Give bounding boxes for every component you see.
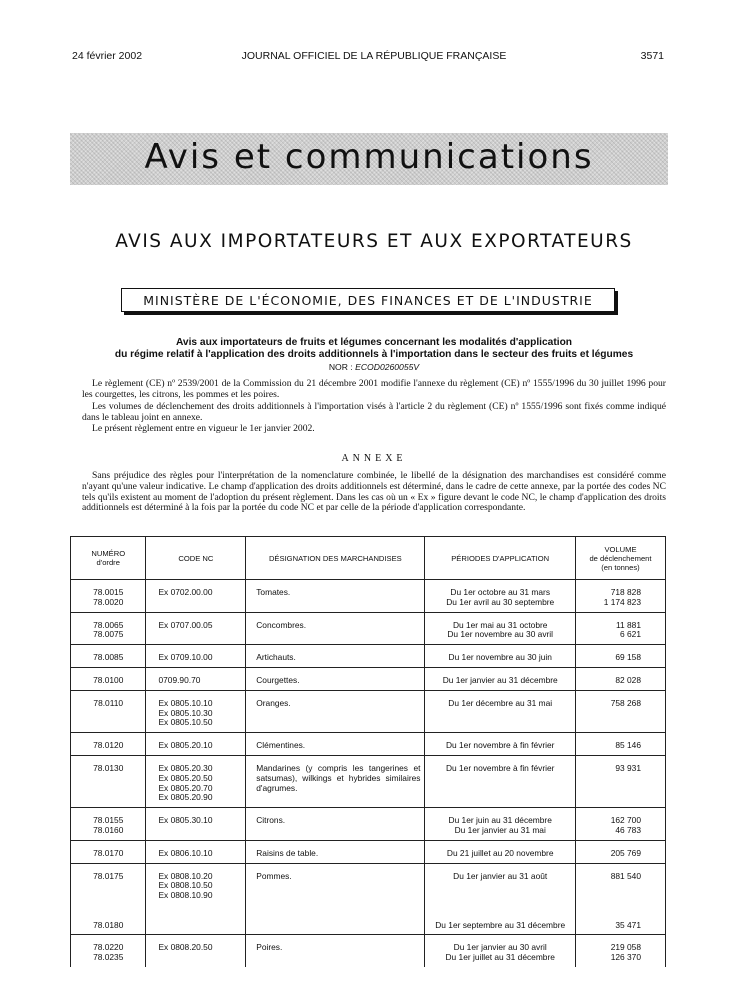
volume-cell [575, 935, 665, 967]
order-number-cell [71, 612, 146, 645]
designation: Raisins de table. [256, 847, 319, 858]
nc-code: Ex 0805.10.50 [158, 717, 213, 728]
volume-cell [575, 690, 665, 732]
volume-cell [575, 645, 665, 668]
order-number: 78.0130 [93, 762, 124, 773]
period-cell [425, 935, 576, 967]
order-number-cell [71, 733, 146, 756]
order-number-cell [71, 808, 146, 841]
nc-code: Ex 0805.10.30 [158, 707, 213, 718]
order-number: 78.0170 [93, 847, 124, 858]
period-cell [425, 667, 576, 690]
period-cell [425, 755, 576, 807]
nc-code: Ex 0805.20.90 [158, 792, 213, 803]
header-nc: CODE NC [146, 537, 246, 580]
table-row [71, 580, 666, 613]
nc-code: Ex 0808.10.50 [158, 880, 213, 891]
table-row [71, 667, 666, 690]
period: Du 1er avril au 30 septembre [446, 596, 555, 607]
notice-paragraph: Le règlement (CE) nº 2539/2001 de la Commission du 21 décembre 2001 modifie l'annexe du règlement (CE) nº 1555/1996 du 30 juillet 1996 pour les courgettes, les citrons, les pommes et les poires. [82, 378, 666, 400]
designation: Courgettes. [256, 674, 300, 685]
running-head-date: 24 février 2002 [72, 50, 143, 62]
nc-code-cell [146, 840, 246, 863]
table-row [71, 755, 666, 807]
designation: Mandarines (y compris les tangerines et satsumas), wilkings et hybrides similaires d'agrumes. [256, 762, 421, 793]
table-body [71, 580, 666, 967]
designation-cell [246, 733, 425, 756]
period: Du 1er juin au 31 décembre [448, 815, 552, 826]
table-row [71, 690, 666, 732]
designation: Tomates. [256, 587, 291, 597]
period: Du 1er novembre à fin février [445, 740, 555, 751]
designation: Concombres. [256, 619, 307, 630]
nc-code-cell [146, 645, 246, 668]
header-designation: DÉSIGNATION DES MARCHANDISES [246, 537, 425, 580]
period: Du 21 juillet au 20 novembre [446, 847, 554, 858]
header-num [71, 537, 146, 580]
nc-code-cell [146, 935, 246, 967]
table-row [71, 645, 666, 668]
nc-code: 0709.90.70 [158, 674, 201, 685]
table-row [71, 733, 666, 756]
nc-code-cell [146, 733, 246, 756]
nc-code-cell [146, 863, 246, 935]
period: Du 1er décembre au 31 mai [448, 697, 553, 708]
order-number: 78.0020 [93, 596, 124, 607]
banner-title: Avis et communications [144, 137, 594, 177]
nc-code-cell [146, 808, 246, 841]
volume-cell [575, 667, 665, 690]
period [429, 901, 571, 921]
period: Du 1er mai au 31 octobre [452, 619, 548, 630]
order-number-cell [71, 863, 146, 935]
period: Du 1er juillet au 31 décembre [445, 952, 555, 963]
nc-code: Ex 0805.20.30 [158, 762, 213, 773]
order-number: 78.0100 [93, 674, 124, 685]
order-number: 78.0015 [93, 587, 124, 597]
table-row [71, 935, 666, 967]
notice-paragraph: Les volumes de déclenchement des droits additionnels à l'importation visés à l'article 2 du règlement (CE) nº 1555/1996 sont fixés comme indiqué dans le tableau joint en annexe. [82, 401, 666, 423]
volume: 758 268 [610, 697, 641, 708]
volume-cell [575, 612, 665, 645]
order-number: 78.0155 [93, 815, 124, 826]
period-cell [425, 690, 576, 732]
volume: 881 540 [610, 870, 641, 881]
section-banner [70, 133, 668, 185]
designation-cell [246, 612, 425, 645]
order-number [75, 881, 141, 901]
order-number: 78.0065 [93, 619, 124, 630]
period: Du 1er janvier au 30 avril [453, 942, 547, 953]
order-number-cell [71, 690, 146, 732]
volume: 46 783 [615, 824, 641, 835]
designation-cell [246, 755, 425, 807]
volume: 1 174 823 [603, 596, 641, 607]
designation-cell [246, 808, 425, 841]
volume: 93 931 [615, 762, 641, 773]
designation-cell [246, 667, 425, 690]
volume-cell [575, 733, 665, 756]
order-number: 78.0075 [93, 629, 124, 640]
nc-code-cell [146, 667, 246, 690]
order-number: 78.0085 [93, 652, 124, 663]
table-row [71, 808, 666, 841]
period-cell [425, 863, 576, 935]
designation-cell [246, 863, 425, 935]
volume: 69 158 [615, 652, 641, 663]
order-number: 78.0235 [93, 952, 124, 963]
volume-cell [575, 808, 665, 841]
order-number: 78.0180 [93, 919, 124, 930]
order-number-cell [71, 935, 146, 967]
designation: Oranges. [256, 697, 291, 708]
table-row [71, 612, 666, 645]
nc-code-cell [146, 580, 246, 613]
order-number [75, 901, 141, 921]
period-cell [425, 580, 576, 613]
order-number: 78.0120 [93, 740, 124, 751]
volume-cell [575, 755, 665, 807]
order-number-cell [71, 840, 146, 863]
volume: 6 621 [620, 629, 641, 640]
annex-table [70, 536, 666, 967]
period-cell [425, 645, 576, 668]
nc-code: Ex 0702.00.00 [158, 587, 213, 597]
header-num-line1: NUMÉRO [91, 549, 126, 558]
period: Du 1er janvier au 31 décembre [442, 674, 558, 685]
volume-cell [575, 863, 665, 935]
period: Du 1er novembre au 30 avril [447, 629, 554, 640]
header-volume [575, 537, 665, 580]
designation-cell [246, 645, 425, 668]
annexe-paragraph: Sans préjudice des règles pour l'interprétation de la nomenclature combinée, le libellé de la désignation des marchandises est considéré comme n'ayant qu'une valeur indicative. Le champ d'application des droits additionnels est déterminé, dans le cadre de cette annexe, par la portée des codes NC tels qu'ils existent au moment de l'adoption du présent règlement. Dans les cas où un « Ex » figure devant le code NC, le champ d'application des droits additionnels est déterminé à la fois par la portée du code NC et par celle de la période d'application correspondante. [82, 470, 666, 514]
volume-cell [575, 580, 665, 613]
period: Du 1er novembre au 30 juin [448, 652, 552, 663]
nc-code-cell [146, 690, 246, 732]
volume: 219 058 [610, 942, 641, 953]
volume: 82 028 [615, 674, 641, 685]
ministry-name: MINISTÈRE DE L'ÉCONOMIE, DES FINANCES ET DE L'INDUSTRIE [143, 292, 593, 308]
volume [580, 901, 641, 921]
nc-code: Ex 0707.00.05 [158, 619, 213, 630]
nc-code: Ex 0805.30.10 [158, 815, 213, 826]
period: Du 1er janvier au 31 août [453, 870, 548, 881]
volume: 85 146 [615, 740, 641, 751]
page-number: 3571 [640, 50, 664, 62]
designation-cell [246, 840, 425, 863]
volume: 162 700 [610, 815, 641, 826]
volume-cell [575, 840, 665, 863]
header-periods: PÉRIODES D'APPLICATION [425, 537, 576, 580]
designation: Artichauts. [256, 652, 296, 663]
designation: Clémentines. [256, 740, 306, 751]
notice-title-line-1: Avis aux importateurs de fruits et légumes concernant les modalités d'application [175, 337, 573, 348]
order-number: 78.0160 [93, 824, 124, 835]
notice-title-line-2: du régime relatif à l'application des droits additionnels à l'importation dans le secteur des fruits et légumes [114, 349, 634, 360]
period: Du 1er novembre à fin février [445, 762, 555, 773]
period-cell [425, 612, 576, 645]
header-num-line2: d'ordre [96, 558, 120, 567]
volume: 718 828 [610, 587, 641, 597]
order-number: 78.0110 [93, 697, 124, 708]
nc-code: Ex 0805.20.70 [158, 782, 213, 793]
table-row [71, 840, 666, 863]
period-cell [425, 840, 576, 863]
notice-title [60, 337, 688, 361]
period: Du 1er septembre au 31 décembre [435, 919, 566, 930]
order-number-cell [71, 645, 146, 668]
volume: 126 370 [610, 952, 641, 963]
period-cell [425, 733, 576, 756]
section-title: AVIS AUX IMPORTATEURS ET AUX EXPORTATEURS [115, 231, 633, 252]
order-number: 78.0175 [93, 870, 124, 881]
order-number: 78.0220 [93, 942, 124, 953]
header-volume-line2: de déclenchement [589, 553, 652, 563]
running-head-journal: JOURNAL OFFICIEL DE LA RÉPUBLIQUE FRANÇAISE [241, 50, 507, 62]
nc-code-cell [146, 612, 246, 645]
order-number-cell [71, 580, 146, 613]
header-volume-line1: VOLUME [604, 544, 637, 554]
table-header-row [71, 537, 666, 580]
header-volume-line3: (en tonnes) [601, 562, 640, 572]
nc-code: Ex 0808.10.20 [158, 870, 213, 881]
nc-code-cell [146, 755, 246, 807]
order-number-cell [71, 755, 146, 807]
designation: Citrons. [256, 815, 286, 826]
nc-code: Ex 0806.10.10 [158, 847, 213, 858]
period: Du 1er octobre au 31 mars [450, 587, 551, 597]
nor-label: NOR : [328, 362, 356, 372]
ministry-box [121, 288, 615, 312]
volume: 205 769 [610, 847, 641, 858]
nc-code: Ex 0805.20.10 [158, 740, 213, 751]
volume [580, 881, 641, 901]
table-row [71, 863, 666, 935]
period: Du 1er janvier au 31 mai [454, 824, 546, 835]
volume: 35 471 [615, 919, 641, 930]
nc-code: Ex 0808.20.50 [158, 942, 213, 953]
designation-cell [246, 580, 425, 613]
order-number-cell [71, 667, 146, 690]
nc-code: Ex 0805.20.50 [158, 772, 213, 783]
notice-paragraph: Le présent règlement entre en vigueur le 1er janvier 2002. [92, 423, 315, 434]
designation-cell [246, 690, 425, 732]
nc-code: Ex 0709.10.00 [158, 652, 213, 663]
nor-code: ECOD0260055V [355, 362, 420, 372]
nc-code: Ex 0805.10.10 [158, 697, 213, 708]
annexe-heading: ANNEXE [341, 453, 407, 464]
designation: Poires. [256, 942, 283, 953]
volume: 11 881 [616, 619, 641, 630]
nc-code: Ex 0808.10.90 [158, 890, 213, 901]
designation-cell [246, 935, 425, 967]
nor-line [0, 362, 748, 372]
period [429, 881, 571, 901]
period-cell [425, 808, 576, 841]
designation: Pommes. [256, 870, 292, 881]
